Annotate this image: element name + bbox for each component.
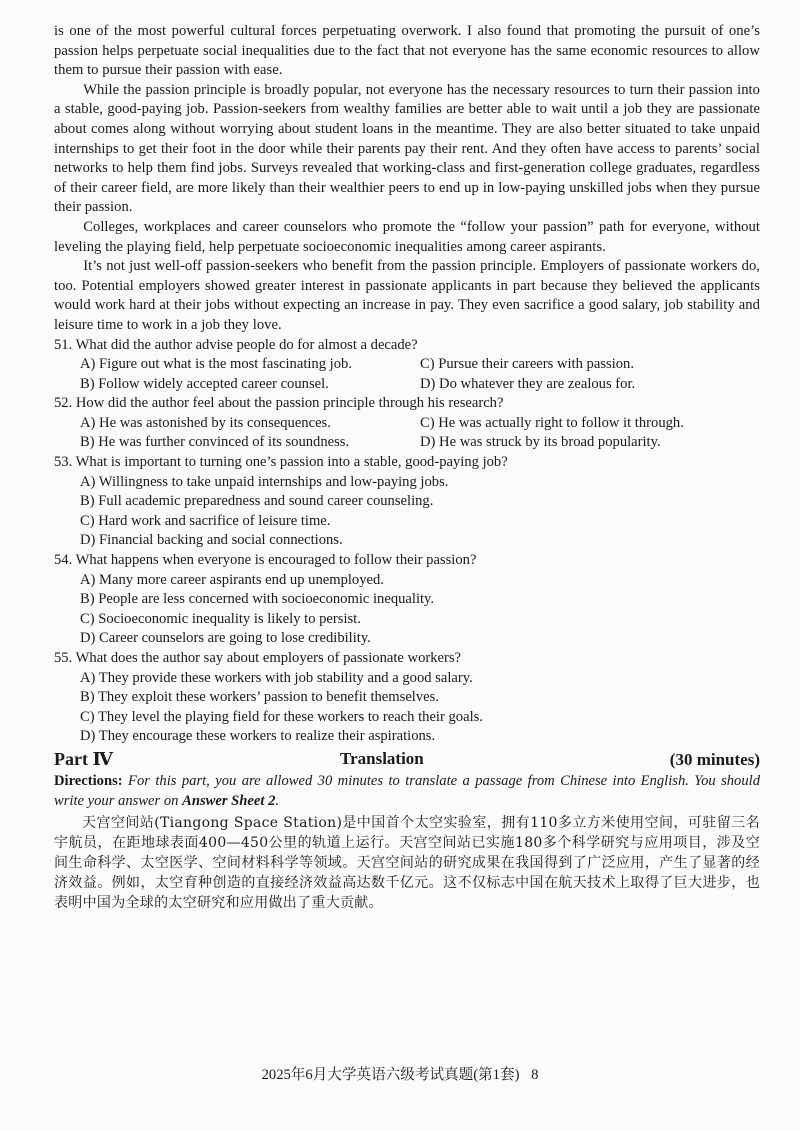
option-d: D) He was struck by its broad popularity. [420, 434, 661, 451]
passage-paragraph-3: Colleges, workplaces and career counselors who promote the “follow your passion” path for everyone, without leveling the playing field, help perpetuate socioeconomic inequalities among career aspirants. [54, 218, 760, 255]
question-stem: 54. What happens when everyone is encouraged to follow their passion? [54, 552, 477, 569]
page-footer [0, 1063, 800, 1084]
option-c: C) He was actually right to follow it through. [420, 414, 684, 431]
option-b: B) Follow widely accepted career counsel. [80, 375, 329, 392]
question-stem: 53. What is important to turning one’s passion into a stable, good-paying job? [54, 454, 508, 471]
footer-title: 2025年6月大学英语六级考试真题(第1套) [261, 1067, 520, 1083]
question-stem: 52. How did the author feel about the passion principle through his research? [54, 395, 504, 412]
option-a: A) Many more career aspirants end up unemployed. [80, 571, 384, 588]
question-stem: 55. What does the author say about employers of passionate workers? [54, 650, 462, 666]
option-b: B) People are less concerned with socioeconomic inequality. [80, 591, 435, 608]
question-53 [54, 453, 760, 551]
question-55 [54, 649, 760, 747]
passage-paragraph-1: is one of the most powerful cultural forces perpetuating overwork. I also found that promoting the pursuit of one’s passion helps perpetuate social inequalities due to the fact that not everyone has the same economic resources to allow them to pursue their passion with ease. [54, 23, 760, 79]
part-time: (30 minutes) [669, 749, 760, 769]
option-c: C) Hard work and sacrifice of leisure time. [80, 512, 331, 529]
question-51 [54, 336, 760, 395]
option-c: C) Pursue their careers with passion. [420, 356, 634, 373]
directions-lead: Directions: [54, 772, 123, 789]
option-a: A) They provide these workers with job stability and a good salary. [80, 669, 473, 686]
part-title: Translation [340, 748, 424, 768]
passage-paragraph-2: While the passion principle is broadly popular, not everyone has the necessary resources to turn their passion into a stable, good-paying job. Passion-seekers from wealthy families are better able to wait until a job they are passionate about comes along without worrying about student loans in the meantime. They are also better situated to take unpaid internships to get their foot in the door while their parents pay their rent. And they often have access to parents’ social networks to help them find jobs. Surveys revealed that working-class and first-generation college graduates, regardless of their career field, are more likely than their wealthier peers to end up in low-paying unskilled jobs when they pursue their passion. [54, 81, 760, 216]
option-a: A) Figure out what is the most fascinating job. [80, 356, 352, 373]
page-number: 8 [531, 1067, 539, 1083]
option-a: A) Willingness to take unpaid internships and low-paying jobs. [80, 473, 449, 490]
part-label: Part Ⅳ [54, 748, 113, 769]
option-d: D) They encourage these workers to realize their aspirations. [80, 728, 436, 745]
option-d: D) Financial backing and social connections. [80, 532, 343, 549]
option-c: C) They level the playing field for these workers to reach their goals. [80, 708, 483, 725]
directions-text-b: . [275, 792, 280, 809]
answer-sheet-label: Answer Sheet 2 [182, 792, 276, 809]
chinese-passage: 天宫空间站(Tiangong Space Station)是中国首个太空实验室，拥有110多立方米使用空间，可驻留三名宇航员，在距地球表面400—450公里的轨道上运行。天宫空间站已实施180多个科学研究与应用项目，涉及空间生命科学、太空医学、空间材料科学等领域。天宫空间站的研究成果在我国得到了广泛应用，产生了显著的经济效益。例如，太空育种创造的直接经济效益高达数千亿元。这不仅标志中国在航天技术上取得了巨大进步，也表明中国为全球的太空研究和应用做出了重大贡献。 [54, 815, 760, 912]
question-52 [54, 394, 760, 453]
option-d: D) Do whatever they are zealous for. [420, 375, 636, 392]
exam-page [54, 22, 760, 913]
directions [54, 772, 760, 811]
directions-text-a: For this part, you are allowed 30 minutes to translate a passage from Chinese into English. You should write your answer on [54, 772, 760, 809]
option-b: B) Full academic preparedness and sound career counseling. [80, 493, 434, 510]
part-header [54, 749, 760, 770]
option-a: A) He was astonished by its consequences. [80, 414, 331, 431]
option-d: D) Career counselors are going to lose credibility. [80, 630, 371, 647]
option-b: B) He was further convinced of its soundness. [80, 434, 350, 451]
passage-paragraph-4: It’s not just well-off passion-seekers who benefit from the passion principle. Employers of passionate workers do, too. Potential employers showed greater interest in passionate applicants in part because they believed the applicants would work hard at their jobs without expecting an increase in pay. They even sacrifice a good salary, job stability and leisure time to work in a job they love. [54, 258, 760, 333]
option-b: B) They exploit these workers’ passion to benefit themselves. [80, 689, 439, 706]
option-c: C) Socioeconomic inequality is likely to persist. [80, 610, 361, 627]
reading-passage [54, 22, 760, 336]
question-54 [54, 551, 760, 649]
question-stem: 51. What did the author advise people do for almost a decade? [54, 336, 418, 353]
